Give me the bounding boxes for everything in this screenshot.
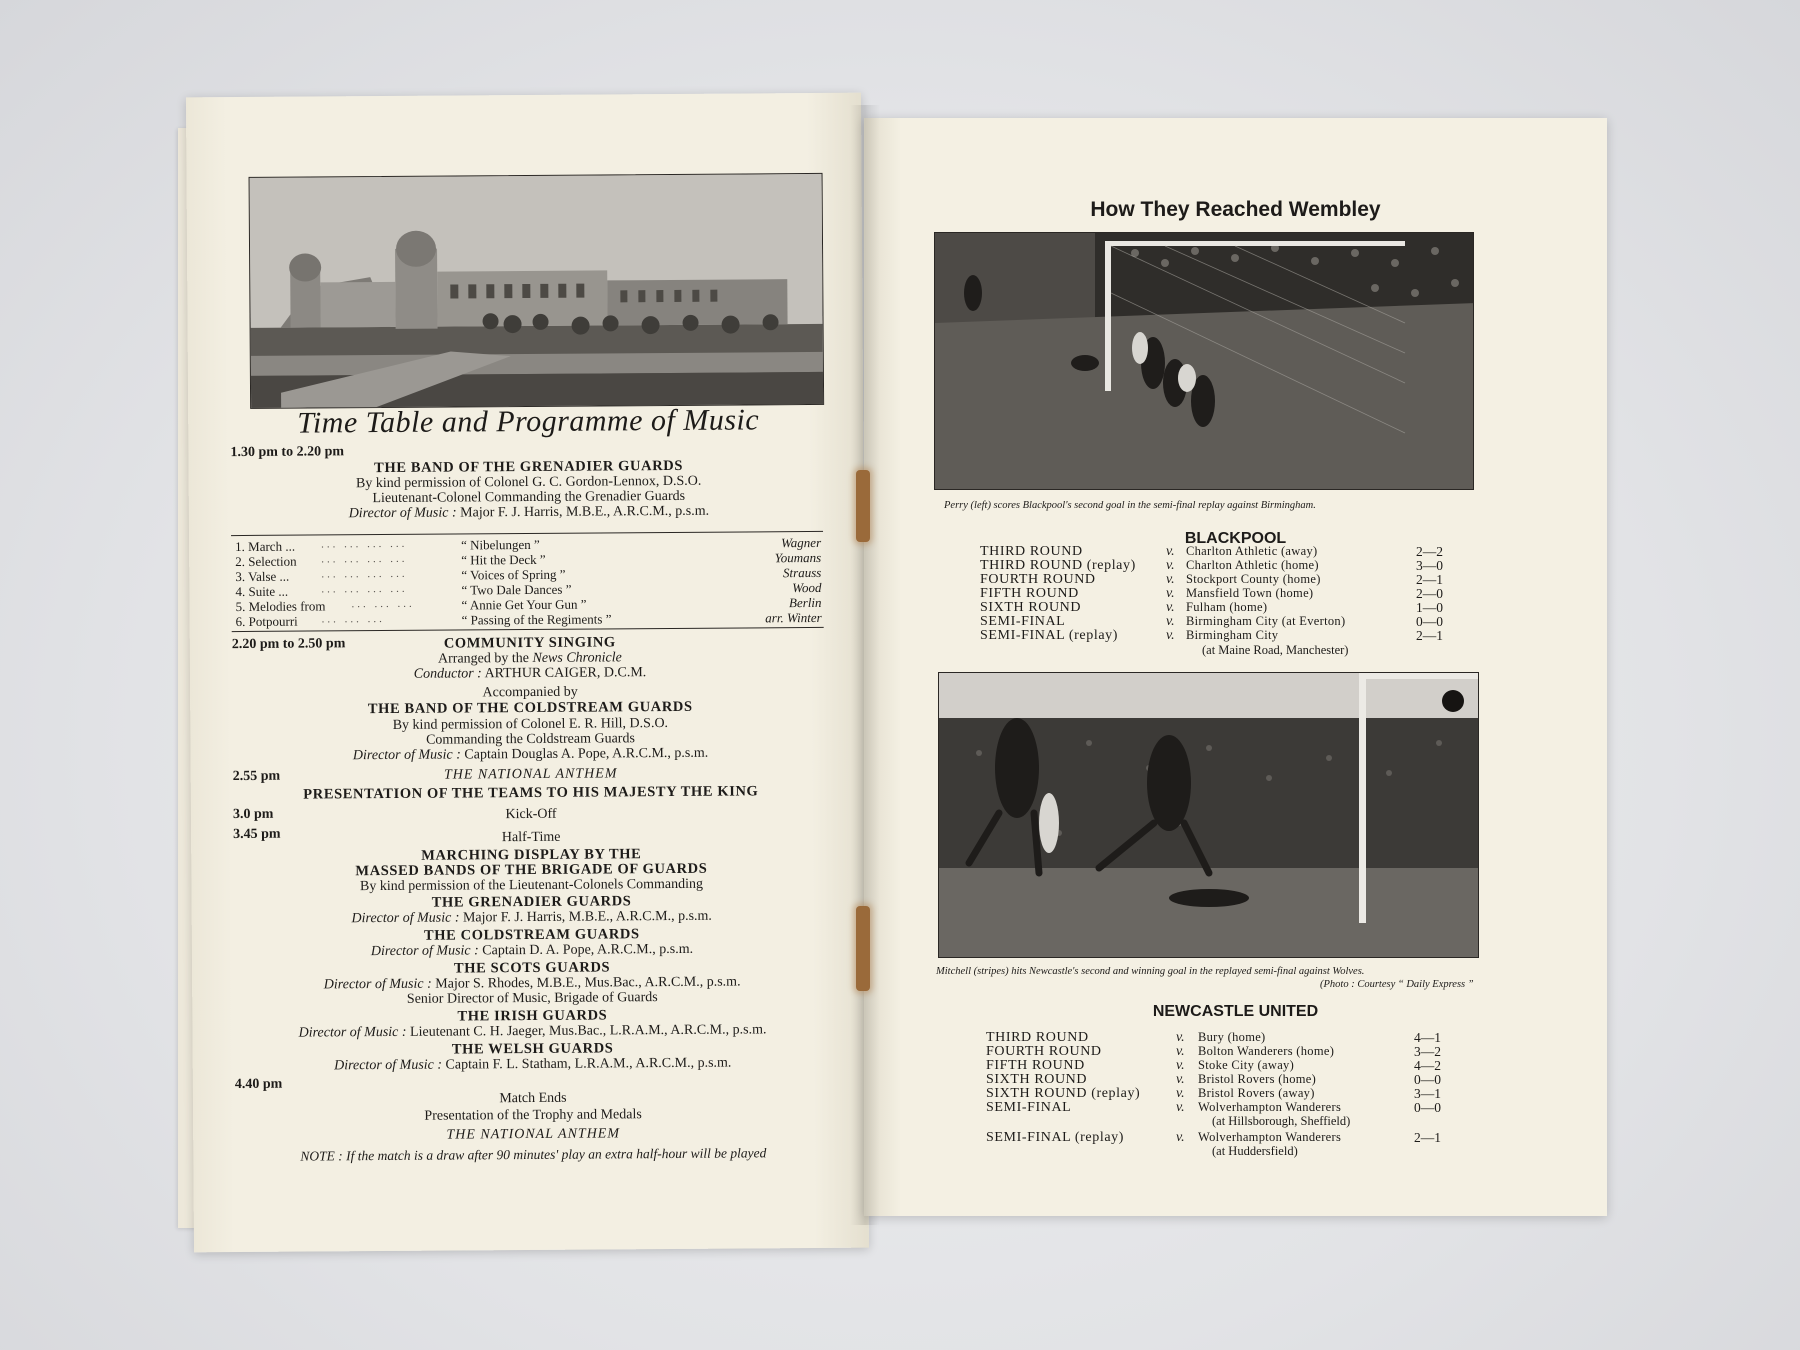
- time-slot-1: 1.30 pm to 2.20 pm: [230, 444, 345, 461]
- arranged-label: Arranged by the: [437, 650, 530, 667]
- left-page: [186, 93, 869, 1253]
- band-name: THE COLDSTREAM GUARDS: [423, 926, 640, 944]
- round: FOURTH ROUND: [980, 572, 1096, 587]
- opponent: Bolton Wanderers (home): [1198, 1044, 1335, 1058]
- page-title: Time Table and Programme of Music: [297, 403, 760, 440]
- score: 0—0: [1414, 1072, 1441, 1087]
- score: 2—1: [1414, 1130, 1441, 1145]
- score: 3—1: [1414, 1086, 1441, 1101]
- time-slot-5: 3.45 pm: [233, 826, 281, 843]
- opponent: Charlton Athletic (away): [1186, 544, 1318, 558]
- round: FIFTH ROUND: [986, 1058, 1085, 1073]
- versus: v.: [1176, 1058, 1185, 1073]
- round: SIXTH ROUND (replay): [986, 1086, 1141, 1101]
- score: 3—0: [1416, 558, 1443, 573]
- versus: v.: [1176, 1086, 1185, 1101]
- versus: v.: [1176, 1044, 1185, 1059]
- band-name: THE WELSH GUARDS: [451, 1040, 614, 1058]
- opponent: Bristol Rovers (home): [1198, 1072, 1317, 1086]
- rusty-staple: [856, 906, 870, 991]
- composer: Wood: [792, 579, 822, 596]
- opponent: Mansfield Town (home): [1186, 586, 1314, 600]
- permission-line: Commanding the Coldstream Guards: [426, 731, 635, 748]
- music-programme-table: [231, 531, 824, 632]
- music-piece: “ Nibelungen ”: [461, 536, 540, 553]
- music-item: 4. Suite ...: [235, 583, 289, 600]
- national-anthem: THE NATIONAL ANTHEM: [446, 1126, 621, 1143]
- accompanied-line: Accompanied by: [482, 684, 578, 701]
- round: SEMI-FINAL (replay): [980, 628, 1119, 643]
- presentation-line: PRESENTATION OF THE TEAMS TO HIS MAJESTY THE KING: [303, 783, 759, 803]
- club-heading-blackpool: BLACKPOOL: [1184, 530, 1287, 547]
- director-label: Director of Music :: [351, 910, 460, 927]
- music-item: 3. Valse ...: [235, 568, 290, 585]
- right-page: [864, 118, 1607, 1216]
- dot-leader: ... ... ...: [321, 612, 385, 626]
- venue-note: (at Huddersfield): [1212, 1144, 1298, 1158]
- director-label: Director of Music :: [370, 943, 479, 960]
- opponent: Bristol Rovers (away): [1198, 1086, 1315, 1100]
- opponent: Birmingham City (at Everton): [1186, 614, 1346, 628]
- versus: v.: [1166, 558, 1175, 573]
- permission-line: By kind permission of the Lieutenant-Colonels Commanding: [359, 876, 704, 895]
- goalmouth-illustration: [935, 233, 1474, 490]
- director-line: [219, 503, 839, 523]
- display-heading: MARCHING DISPLAY BY THE: [421, 846, 642, 864]
- band-heading-coldstream: THE BAND OF THE COLDSTREAM GUARDS: [367, 698, 693, 718]
- opponent: Stockport County (home): [1186, 572, 1321, 586]
- versus: v.: [1166, 614, 1175, 629]
- opponent: Wolverhampton Wanderers: [1198, 1100, 1342, 1114]
- composer: Berlin: [788, 594, 822, 611]
- director-label: Director of Music :: [348, 505, 457, 522]
- score: 2—0: [1416, 586, 1443, 601]
- score: 2—2: [1416, 544, 1443, 559]
- opponent: Wolverhampton Wanderers: [1198, 1130, 1342, 1144]
- time-slot-4: 3.0 pm: [232, 806, 274, 823]
- opponent: Stoke City (away): [1198, 1058, 1295, 1072]
- opponent: Charlton Athletic (home): [1186, 558, 1319, 572]
- round: SEMI-FINAL (replay): [986, 1130, 1125, 1145]
- dot-leader: ... ... ... ...: [321, 582, 408, 596]
- rusty-staple: [856, 470, 870, 542]
- music-row: [232, 610, 824, 629]
- round: SIXTH ROUND: [980, 600, 1082, 615]
- venue-note: (at Hillsborough, Sheffield): [1212, 1114, 1351, 1128]
- director-name: Major F. J. Harris, M.B.E., A.R.C.M., p.s.m.: [462, 908, 712, 926]
- versus: v.: [1166, 628, 1175, 643]
- blackpool-semi-final-photo: [934, 232, 1474, 490]
- photo-caption: Mitchell (stripes) hits Newcastle's second and winning goal in the replayed semi-final against Wolves.: [936, 966, 1365, 977]
- time-slot-3: 2.55 pm: [232, 768, 281, 785]
- composer: Strauss: [782, 564, 822, 581]
- versus: v.: [1176, 1100, 1185, 1115]
- score: 0—0: [1416, 614, 1443, 629]
- arranged-by: News Chronicle: [532, 650, 622, 666]
- score: 1—0: [1416, 600, 1443, 615]
- match-ends-label: Match Ends: [499, 1090, 567, 1107]
- versus: v.: [1166, 586, 1175, 601]
- music-item: 1. March ...: [235, 538, 296, 555]
- permission-line: By kind permission of Colonel E. R. Hill, D.S.O.: [392, 716, 669, 733]
- music-piece: “ Voices of Spring ”: [461, 566, 566, 583]
- round: FOURTH ROUND: [986, 1044, 1102, 1059]
- versus: v.: [1166, 572, 1175, 587]
- score: 2—1: [1416, 572, 1443, 587]
- round: THIRD ROUND: [986, 1030, 1089, 1045]
- extra-time-note: NOTE : If the match is a draw after 90 minutes' play an extra half-hour will be played: [300, 1145, 767, 1164]
- conductor-label: Conductor :: [413, 666, 482, 682]
- stadium-illustration: [250, 174, 825, 409]
- dot-leader: ... ... ... ...: [321, 567, 408, 581]
- band-heading-grenadier: THE BAND OF THE GRENADIER GUARDS: [374, 457, 684, 477]
- versus: v.: [1166, 544, 1175, 559]
- trophy-line: Presentation of the Trophy and Medals: [424, 1107, 642, 1124]
- music-piece: “ Passing of the Regiments ”: [461, 611, 612, 628]
- permission-line: By kind permission of Colonel G. C. Gordon-Lennox, D.S.O.: [355, 473, 702, 492]
- time-slot-6: 4.40 pm: [234, 1076, 283, 1093]
- music-item: 5. Melodies from: [235, 598, 326, 615]
- director-label: Director of Music :: [298, 1024, 407, 1041]
- venue-note: (at Maine Road, Manchester): [1202, 643, 1349, 657]
- score: 0—0: [1414, 1100, 1441, 1115]
- composer: Youmans: [774, 549, 822, 566]
- versus: v.: [1176, 1030, 1185, 1045]
- time-slot-2: 2.20 pm to 2.50 pm: [231, 636, 346, 653]
- director-name: Captain F. L. Statham, L.R.A.M., A.R.C.M., p.s.m.: [445, 1055, 732, 1073]
- kick-off-label: Kick-Off: [505, 806, 557, 823]
- round: THIRD ROUND: [980, 544, 1083, 559]
- newcastle-semi-final-photo: [938, 672, 1479, 958]
- music-item: 6. Potpourri: [235, 613, 298, 630]
- dot-leader: ... ... ... ...: [321, 537, 408, 551]
- music-piece: “ Annie Get Your Gun ”: [461, 596, 587, 613]
- director-label: Director of Music :: [352, 747, 461, 764]
- page-title: How They Reached Wembley: [1090, 198, 1381, 221]
- conductor-name: ARTHUR CAIGER, D.C.M.: [484, 665, 647, 682]
- match-action-illustration: [939, 673, 1479, 958]
- senior-director-line: Senior Director of Music, Brigade of Guards: [406, 990, 658, 1007]
- display-heading: MASSED BANDS OF THE BRIGADE OF GUARDS: [355, 860, 708, 880]
- composer: arr. Winter: [765, 609, 822, 626]
- versus: v.: [1176, 1072, 1185, 1087]
- music-item: 2. Selection: [235, 553, 297, 570]
- band-name: THE IRISH GUARDS: [457, 1007, 608, 1025]
- director-name: Captain D. A. Pope, A.R.C.M., p.s.m.: [482, 941, 694, 959]
- half-time-label: Half-Time: [501, 829, 561, 846]
- director-label: Director of Music :: [334, 1057, 443, 1074]
- band-name: THE SCOTS GUARDS: [453, 959, 611, 977]
- round: SIXTH ROUND: [986, 1072, 1088, 1087]
- score: 4—1: [1414, 1030, 1441, 1045]
- band-name: THE GRENADIER GUARDS: [431, 893, 632, 911]
- spine-shadow: [850, 105, 880, 1225]
- score: 4—2: [1414, 1058, 1441, 1073]
- permission-line: Lieutenant-Colonel Commanding the Grenadier Guards: [372, 488, 686, 507]
- music-piece: “ Hit the Deck ”: [461, 551, 546, 568]
- opponent: Bury (home): [1198, 1030, 1266, 1044]
- round: THIRD ROUND (replay): [980, 558, 1136, 573]
- versus: v.: [1166, 600, 1175, 615]
- wembley-stadium-photo: [249, 173, 825, 409]
- opponent: Birmingham City: [1186, 628, 1279, 642]
- round: FIFTH ROUND: [980, 586, 1079, 601]
- director-name: Major S. Rhodes, M.B.E., Mus.Bac., A.R.C.M., p.s.m.: [435, 974, 741, 992]
- national-anthem: THE NATIONAL ANTHEM: [443, 766, 618, 783]
- director-line: [221, 745, 841, 765]
- dot-leader: ... ... ...: [351, 597, 415, 611]
- director-name: Lieutenant C. H. Jaeger, Mus.Bac., L.R.A.M., A.R.C.M., p.s.m.: [409, 1022, 767, 1040]
- director-label: Director of Music :: [323, 976, 432, 993]
- director-line: [223, 1055, 843, 1075]
- round: SEMI-FINAL: [986, 1100, 1072, 1115]
- music-piece: “ Two Dale Dances ”: [461, 581, 572, 598]
- score: 2—1: [1416, 628, 1443, 643]
- composer: Wagner: [781, 534, 822, 551]
- photo-credit: (Photo : Courtesy “ Daily Express ”: [1320, 979, 1474, 990]
- director-name: Captain Douglas A. Pope, A.R.C.M., p.s.m.: [464, 745, 709, 763]
- community-singing-heading: COMMUNITY SINGING: [443, 634, 616, 652]
- dot-leader: ... ... ... ...: [321, 552, 408, 566]
- versus: v.: [1176, 1130, 1185, 1145]
- director-name: Major F. J. Harris, M.B.E., A.R.C.M., p.s.m.: [460, 503, 710, 521]
- club-heading-newcastle: NEWCASTLE UNITED: [1152, 1003, 1319, 1020]
- score: 3—2: [1414, 1044, 1441, 1059]
- opponent: Fulham (home): [1186, 600, 1268, 614]
- round: SEMI-FINAL: [980, 614, 1066, 629]
- photo-caption: Perry (left) scores Blackpool's second goal in the semi-final replay against Birmingham.: [944, 500, 1316, 511]
- conductor-line: [220, 664, 840, 684]
